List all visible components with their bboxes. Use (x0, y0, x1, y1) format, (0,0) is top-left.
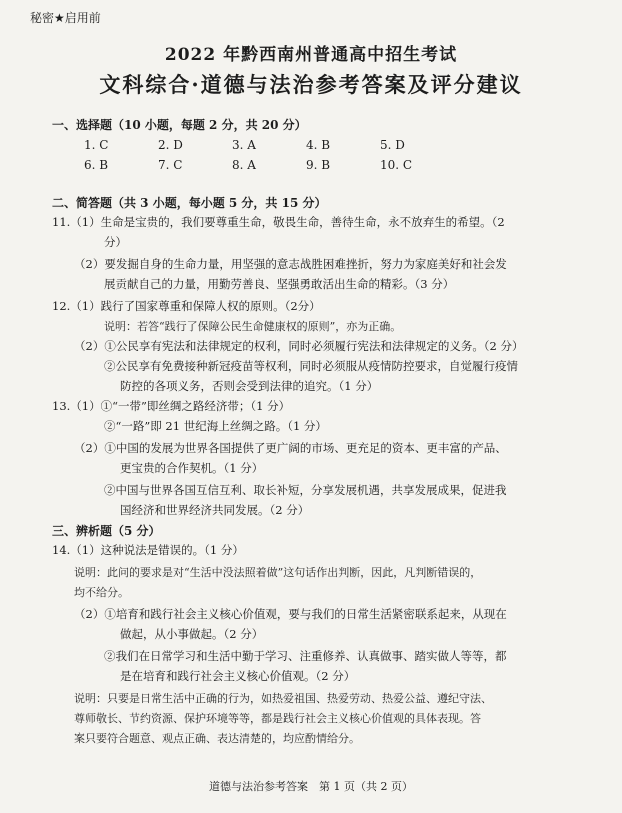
answer-line: ②“一路”即 21 世纪海上丝绸之路。（1 分） (104, 419, 327, 433)
answer-line: 分） (104, 235, 127, 249)
mc-answer: 5. D (380, 138, 405, 152)
scoring-note: 说明：若答“践行了保障公民生命健康权的原则”，亦为正确。 (104, 320, 402, 333)
mc-answer: 1. C (84, 138, 109, 152)
mc-answer: 3. A (232, 138, 256, 152)
mc-answer: 6. B (84, 158, 109, 172)
answer-line: 13.（1）①“一带”即丝绸之路经济带；（1 分） (52, 399, 291, 413)
mc-answer: 10. C (380, 158, 413, 172)
exam-subtitle: 文科综合·道德与法治参考答案及评分建议 (99, 72, 523, 97)
section-1-heading: 一、选择题（10 小题，每题 2 分，共 20 分） (52, 118, 307, 132)
answer-line: ②中国与世界各国互信互利、取长补短，分享发展机遇，共享发展成果，促进我 (104, 483, 507, 497)
secret-label: 秘密★启用前 (30, 11, 101, 25)
answer-line: 展贡献自己的力量，用勤劳善良、坚强勇敢活出生命的精彩。（3 分） (104, 277, 455, 291)
scoring-note: 案只要符合题意、观点正确、表达清楚的，均应酌情给分。 (74, 732, 360, 745)
answer-line: 国经济和世界经济共同发展。（2 分） (120, 503, 310, 517)
section-3-heading: 三、辨析题（5 分） (52, 524, 161, 538)
answer-line: 11.（1）生命是宝贵的，我们要尊重生命，敬畏生命，善待生命，永不放弃生的希望。（2 (52, 215, 505, 229)
answer-line: 更宝贵的合作契机。（1 分） (120, 461, 264, 475)
answer-line: （2）①中国的发展为世界各国提供了更广阔的市场、更充足的资本、更丰富的产品、 (74, 441, 507, 455)
answer-line: 是在培育和践行社会主义核心价值观。（2 分） (120, 669, 356, 683)
answer-line: （2）①公民享有宪法和法律规定的权利，同时必须履行宪法和法律规定的义务。（2 分） (74, 339, 524, 353)
exam-title: 2022 年黔西南州普通高中招生考试 (164, 45, 458, 65)
answer-line: ②我们在日常学习和生活中勤于学习、注重修养、认真做事、踏实做人等等，都 (104, 649, 507, 663)
answer-line: 防控的各项义务，否则会受到法律的追究。（1 分） (120, 379, 379, 393)
scoring-note: 说明：此问的要求是对“生活中没法照着做”这句话作出判断，因此，凡判断错误的， (74, 566, 482, 579)
section-2-heading: 二、简答题（共 3 小题，每小题 5 分，共 15 分） (52, 196, 327, 210)
page-footer: 道德与法治参考答案 第 1 页（共 2 页） (209, 780, 413, 793)
answer-line: （2）要发掘自身的生命力量，用坚强的意志战胜困难挫折，努力为家庭美好和社会发 (74, 257, 507, 271)
mc-answer: 8. A (232, 158, 256, 172)
mc-answer: 4. B (306, 138, 331, 152)
answer-line: 做起，从小事做起。（2 分） (120, 627, 264, 641)
scoring-note: 均不给分。 (74, 586, 129, 599)
answer-line: ②公民享有免费接种新冠疫苗等权利，同时必须服从疫情防控要求，自觉履行疫情 (104, 359, 518, 373)
mc-answer: 7. C (158, 158, 183, 172)
mc-answer: 2. D (158, 138, 183, 152)
answer-line: 12.（1）践行了国家尊重和保障人权的原则。（2分） (52, 299, 321, 313)
scoring-note: 说明：只要是日常生活中正确的行为，如热爱祖国、热爱劳动、热爱公益、遵纪守法、 (74, 692, 492, 705)
answer-line: 14.（1）这种说法是错误的。（1 分） (52, 543, 244, 557)
scoring-note: 尊师敬长、节约资源、保护环境等等，都是践行社会主义核心价值观的具体表现。答 (74, 712, 481, 725)
answer-line: （2）①培育和践行社会主义核心价值观，要与我们的日常生活紧密联系起来，从现在 (74, 607, 507, 621)
mc-answer: 9. B (306, 158, 331, 172)
